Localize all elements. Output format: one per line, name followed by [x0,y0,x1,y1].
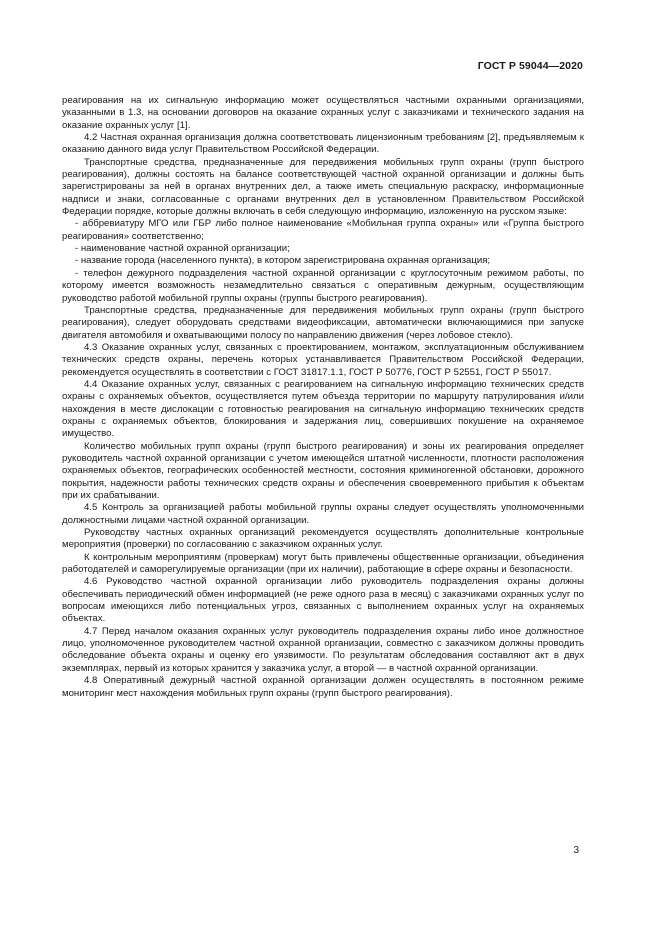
paragraph-video-recording: Транспортные средства, предназначенные для передвижения мобильных групп охраны (групп быстрого реагирования), следует оборудовать средствами видеофиксации, автоматически включающимися при запуске двигателя автомобиля и охватывающими полосу по направлению движения (через лобовое стекло). [62,304,584,341]
paragraph-4-7: 4.7 Перед началом оказания охранных услуг руководитель подразделения охраны либо иное должностное лицо, уполномоченное руководителем частной охранной организации, совместно с заказчиком должны проводить обследование объекта охраны и оценку его уязвимости. По результатам обследования составляют акт в двух экземплярах, первый из которых хранится у заказчика услуг, а второй — в частной охранной организации. [62,625,584,674]
paragraph-continuation: реагирования на их сигнальную информацию может осуществляться частными охранными организациями, указанными в 1.3, на основании договоров на оказание охранных услуг с заказчиками и технического задания на оказание охранных услуг [1]. [62,95,584,131]
paragraph-4-3: 4.3 Оказание охранных услуг, связанных с проектированием, монтажом, эксплуатационным обслуживанием технических средств охраны, перечень которых устанавливается Правительством Российской Федерации, рекомендуется осуществлять в соответствии с ГОСТ 31817.1.1, ГОСТ Р 50776, ГОСТ Р 52551, ГОСТ Р 55017. [62,341,584,378]
paragraph-transport-requirements: Транспортные средства, предназначенные для передвижения мобильных групп охраны (групп быстрого реагирования), должны состоять на балансе соответствующей частной охранной организации и должны быть зарегистрированы за ней в органах внутренних дел, а также иметь специальную раскраску, информационные надписи и знаки, согласованные с органами внутренних дел в установленном Правительством Российской Федерации порядке, которые должны включать в себя следующую информацию, изложенную на русском языке: [62,156,584,218]
paragraph-4-4: 4.4 Оказание охранных услуг, связанных с реагированием на сигнальную информацию технических средств охраны с охраняемых объектов, осуществляется путем объезда территории по маршруту патрулирования и/или нахождения в месте дислокации с готовностью реагирования на сигнальную информацию технических средств охраны с охраняемых объектов, блокирования и задержания лиц, совершивших покушение на охраняемое имущество. [62,378,584,440]
paragraph-group-count: Количество мобильных групп охраны (групп быстрого реагирования) и зоны их реагирования определяет руководитель частной охранной организации с учетом имеющейся штатной численности, плотности расположения охраняемых объектов, географических особенностей местности, состояния криминогенной обстановки, дорожного покрытия, надежности работы технических средств охраны и обеспечения своевременного прибытия к объектам при их срабатывании. [62,440,584,501]
paragraph-control-measures: Руководству частных охранных организаций рекомендуется осуществлять дополнительные контрольные мероприятия (проверки) по согласованию с заказчиком охранных услуг. [62,527,584,551]
list-item: - телефон дежурного подразделения частной охранной организации с круглосуточным режимом работы, по которому имеется возможность незамедлительно связаться с оперативным дежурным, осуществляющим руководство работой мобильной группы охраны (группы быстрого реагирования). [62,267,584,304]
list-item: - наименование частной охранной организации; [75,243,290,255]
list-item: - название города (населенного пункта), в котором зарегистрирована охранная организация; [75,255,491,267]
paragraph-4-5: 4.5 Контроль за организацией работы мобильной группы охраны следует осуществлять уполномоченными должностными лицами частной охранной организации. [62,502,584,526]
document-id: ГОСТ Р 59044—2020 [477,60,583,72]
paragraph-4-6: 4.6 Руководство частной охранной организации либо руководитель подразделения охраны должны обеспечивать периодический обмен информацией (не реже одного раза в месяц) с заказчиками охранных услуг по вопросам имеющихся либо потенциальных угроз, связанных с выполнением охранных услуг на охраняемых объектах. [62,576,584,625]
paragraph-4-8: 4.8 Оперативный дежурный частной охранной организации должен осуществлять в постоянном режиме мониторинг мест нахождения мобильных групп охраны (групп быстрого реагирования). [62,675,584,699]
document-body [62,95,584,700]
page-number: 3 [573,845,579,856]
paragraph-4-2: 4.2 Частная охранная организация должна соответствовать лицензионным требованиям [2], предъявляемым к оказанию данного вида услуг Правительством Российской Федерации. [62,132,584,156]
list-item: - аббревиатуру МГО или ГБР либо полное наименование «Мобильная группа охраны» или «Группа быстрого реагирования» соответственно; [62,218,584,242]
paragraph-public-organizations: К контрольным мероприятиям (проверкам) могут быть привлечены общественные организации, объединения работодателей и саморегулируемые организации (при их наличии), работающие в сфере охраны и безопасности. [62,551,584,576]
